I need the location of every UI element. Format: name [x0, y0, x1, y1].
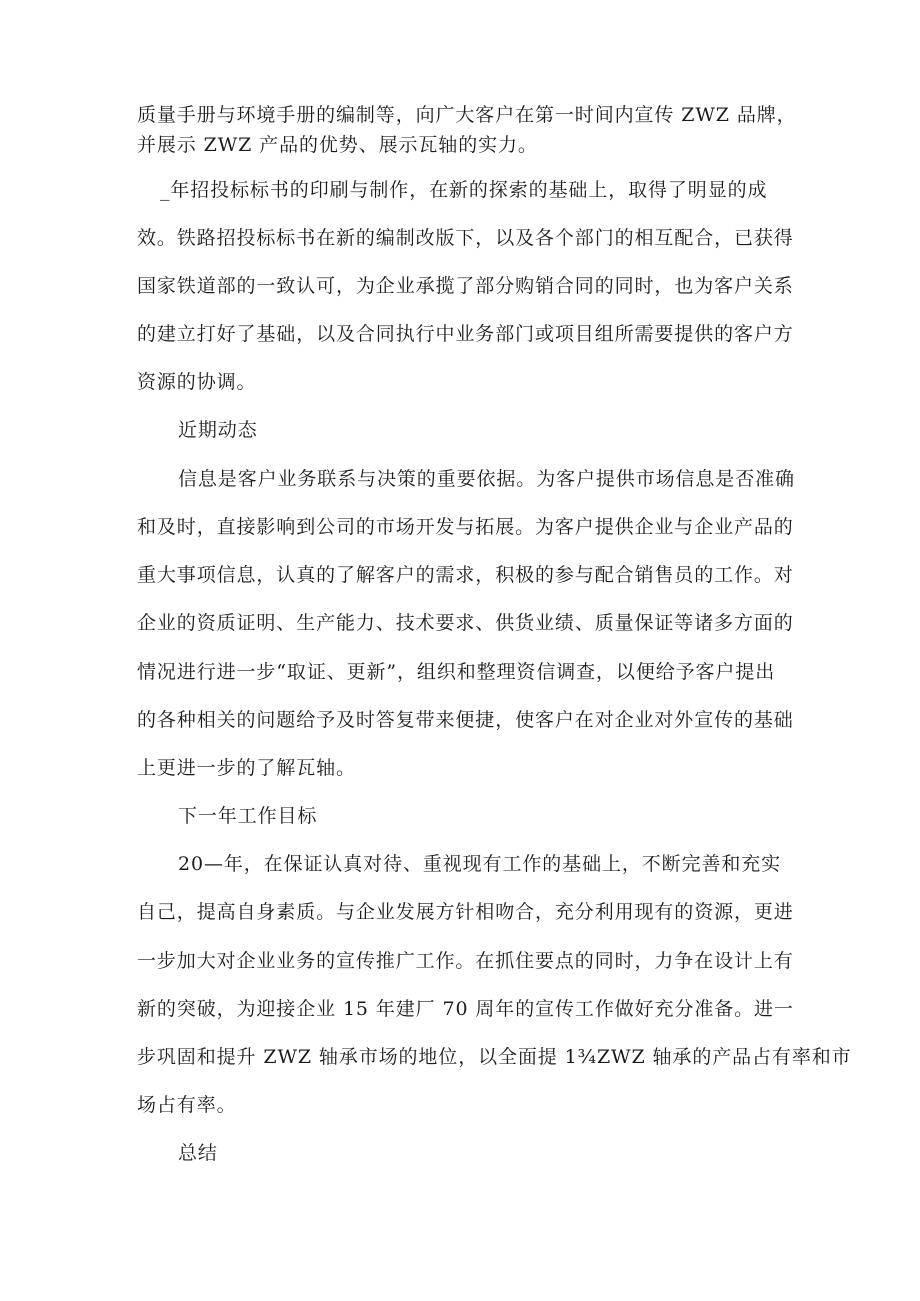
- paragraph-line: _年招投标标书的印刷与制作，在新的探索的基础上，取得了明显的成: [160, 179, 768, 201]
- section-heading: 下一年工作目标: [178, 805, 318, 827]
- paragraph-line: 和及时，直接影响到公司的市场开发与拓展。为客户提供企业与企业产品的: [137, 516, 794, 538]
- paragraph-line: 步巩固和提升 ZWZ 轴承市场的地位，以全面提 1¾ZWZ 轴承的产品占有率和市: [137, 1046, 852, 1068]
- paragraph-line: 上更进一步的了解瓦轴。: [137, 757, 356, 779]
- paragraph-line: 自己，提高自身素质。与企业发展方针相吻合，充分利用现有的资源，更进: [137, 901, 794, 923]
- paragraph-line: 重大事项信息，认真的了解客户的需求，积极的参与配合销售员的工作。对: [137, 564, 794, 586]
- paragraph-line: 20—年，在保证认真对待、重视现有工作的基础上，不断完善和充实: [178, 853, 782, 875]
- section-heading: 近期动态: [178, 419, 258, 441]
- paragraph-line: 效。铁路招投标标书在新的编制改版下，以及各个部门的相互配合，已获得: [137, 227, 794, 249]
- paragraph-line: 的各种相关的问题给予及时答复带来便捷，使客户在对企业对外宣传的基础: [137, 709, 794, 731]
- paragraph-line: 并展示 ZWZ 产品的优势、展示瓦轴的实力。: [137, 134, 538, 156]
- paragraph-line: 质量手册与环境手册的编制等，向广大客户在第一时间内宣传 ZWZ 品牌，: [137, 104, 797, 126]
- paragraph-line: 国家铁道部的一致认可，为企业承揽了部分购销合同的同时，也为客户关系: [137, 275, 794, 297]
- paragraph-line: 信息是客户业务联系与决策的重要依据。为客户提供市场信息是否准确: [178, 468, 795, 490]
- section-heading: 总结: [178, 1142, 218, 1164]
- paragraph-line: 场占有率。: [137, 1094, 237, 1116]
- paragraph-line: 企业的资质证明、生产能力、技术要求、供货业绩、质量保证等诸多方面的: [137, 612, 794, 634]
- paragraph-line: 一步加大对企业业务的宣传推广工作。在抓住要点的同时，力争在设计上有: [137, 950, 794, 972]
- paragraph-line: 新的突破，为迎接企业 15 年建厂 70 周年的宣传工作做好充分准备。进一: [137, 998, 794, 1020]
- paragraph-line: 的建立打好了基础，以及合同执行中业务部门或项目组所需要提供的客户方: [137, 323, 794, 345]
- paragraph-line: 情况进行进一步“取证、更新”，组织和整理资信调查，以便给予客户提出: [137, 661, 776, 683]
- paragraph-line: 资源的协调。: [137, 371, 257, 393]
